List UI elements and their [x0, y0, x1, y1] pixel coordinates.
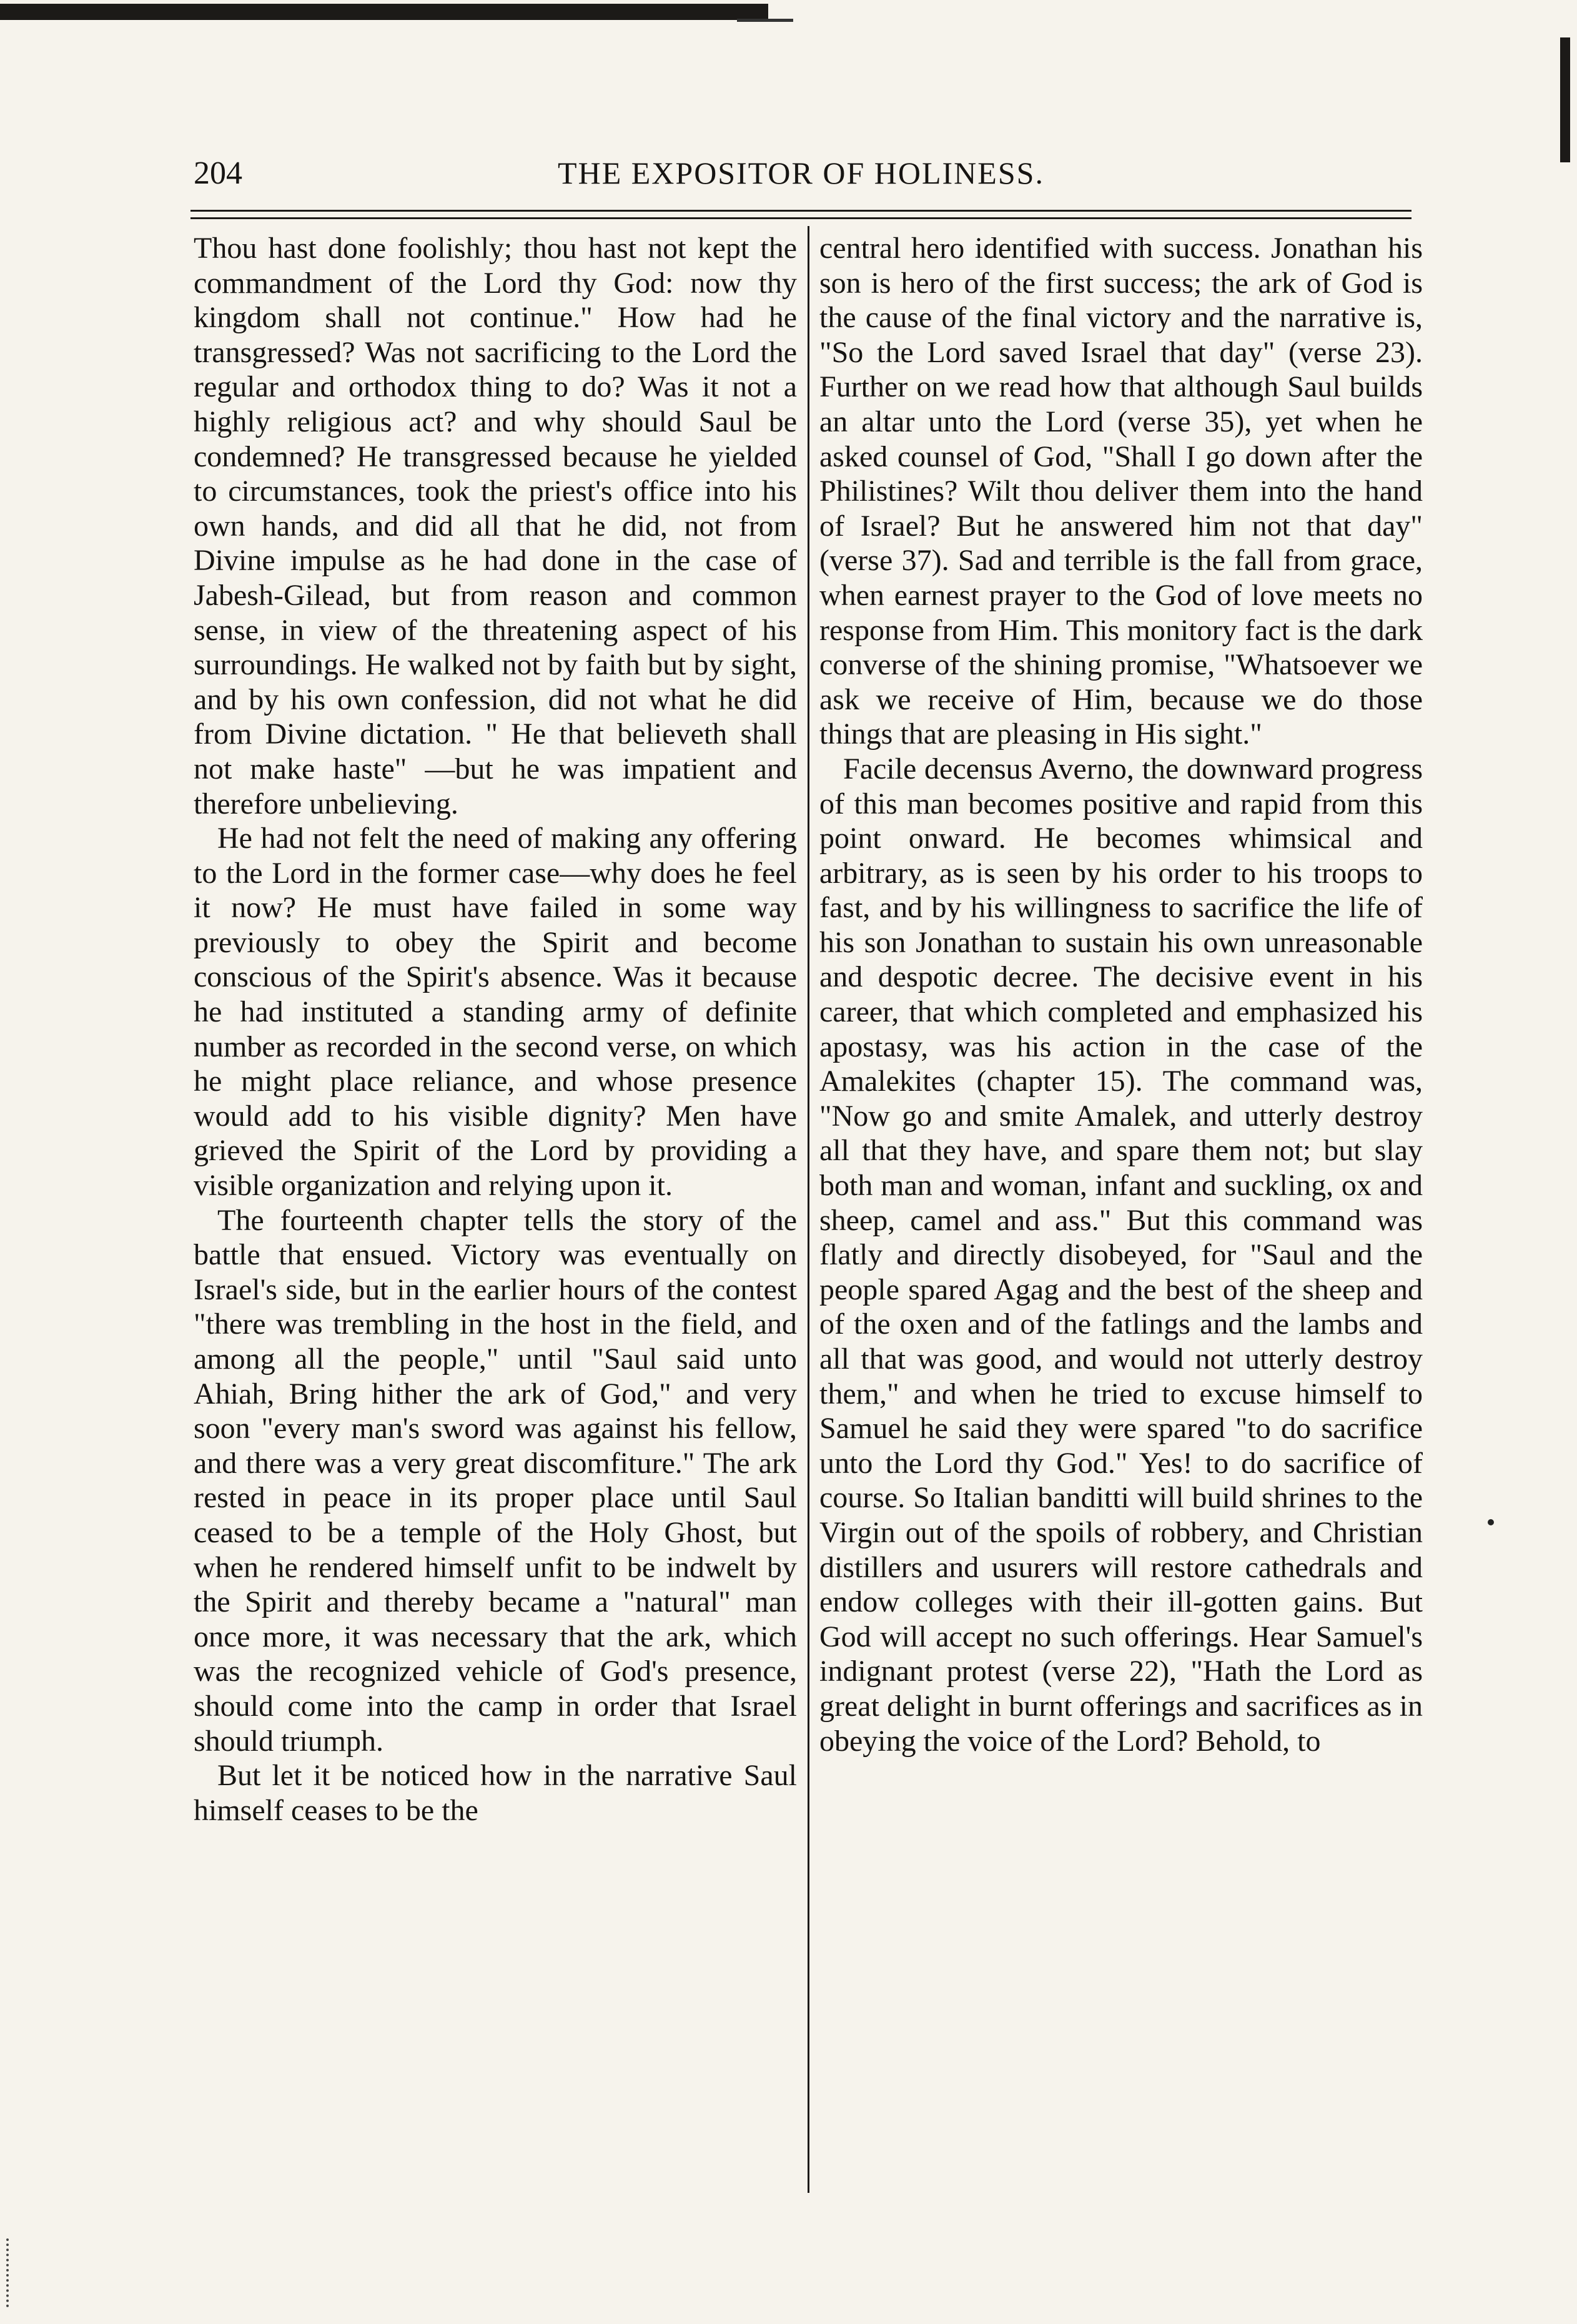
top-edge-rule-tail — [737, 19, 793, 22]
page-header — [194, 155, 1408, 205]
paragraph: Facile decensus Averno, the downward progress of this man becomes positive and rapid from this point onward. He becomes whimsical and arbitrary, as is seen by his order to his troops to fast, and by his willingness to sacrifice the life of his son Jonathan to sustain his own unreasonable and despotic decree. The decisive event in his career, that which completed and emphasized his apostasy, was his action in the case of the Amalekites (chapter 15). The command was, "Now go and smite Amalek, and utterly destroy all that they have, and spare them not; but slay both man and woman, infant and suckling, ox and sheep, camel and ass." But this command was flatly and directly disobeyed, for "Saul and the people spared Agag and the best of the sheep and of the oxen and of the fatlings and the lambs and all that was good, and would not utterly destroy them," and when he tried to excuse himself to Samuel he said they were spared "to do sacrifice unto the Lord thy God." Yes! to do sacrifice of course. So Italian banditti will build shrines to the Virgin out of the spoils of robbery, and Christian distillers and usurers will restore cathedrals and endow colleges with their ill-gotten gains. But God will accept no such offerings. Hear Samuel's indignant protest (verse 22), "Hath the Lord as great delight in burnt offerings and sacrifices as in obeying the voice of the Lord? Behold, to — [819, 752, 1423, 1758]
header-rule-upper — [190, 210, 1411, 212]
right-column — [819, 231, 1423, 1758]
paragraph: Thou hast done foolishly; thou hast not kept the commandment of the Lord thy God: now thy kingdom shall not continue." How had he transgressed? Was not sacrificing to the Lord the regular and orthodox thing to do? Was it not a highly religious act? and why should Saul be condemned? He transgressed because he yielded to circumstances, took the priest's office into his own hands, and did all that he did, not from Divine impulse as he had done in the case of Jabesh-Gilead, but from reason and common sense, in view of the threatening aspect of his surroundings. He walked not by faith but by sight, and by his own confession, did not what he did from Divine dictation. " He that believeth shall not make haste" —but he was impatient and therefore unbelieving. — [194, 232, 797, 820]
top-edge-rule — [0, 4, 768, 20]
margin-dot — [1488, 1519, 1494, 1525]
paragraph: central hero identified with success. Jonathan his son is hero of the first success; the ark of God is the cause of the final victory and the narrative is, "So the Lord saved Israel that day" (verse 23). Further on we read how that although Saul builds an altar unto the Lord (verse 35), yet when he asked counsel of God, "Shall I go down after the Philistines? Wilt thou deliver them into the hand of Israel? But he answered him not that day" (verse 37). Sad and terrible is the fall from grace, when earnest prayer to the God of love meets no response from Him. This monitory fact is the dark converse of the shining promise, "Whatsoever we ask we receive of Him, because we do those things that are pleasing in His sight." — [819, 232, 1423, 751]
left-column — [194, 231, 797, 1828]
paragraph: He had not felt the need of making any offering to the Lord in the former case—why does he feel it now? He must have failed in some way previously to obey the Spirit and become conscious of the Spirit's absence. Was it because he had instituted a standing army of definite number as recorded in the second verse, on which he might place reliance, and whose presence would add to his visible dignity? Men have grieved the Spirit of the Lord by providing a visible organization and relying upon it. — [194, 822, 797, 1203]
paragraph: But let it be noticed how in the narrative Saul himself ceases to be the — [194, 1759, 797, 1827]
running-title: THE EXPOSITOR OF HOLINESS. — [558, 155, 1044, 190]
right-edge-mark — [1560, 37, 1570, 162]
header-rule-lower — [190, 217, 1411, 219]
page-number: 204 — [194, 155, 242, 191]
paragraph: The fourteenth chapter tells the story of the battle that ensued. Victory was eventually on Israel's side, but in the earlier hours of the contest "there was trembling in the host in the field, and among all the people," until "Saul said unto Ahiah, Bring hither the ark of God," and very soon "every man's sword was against his fellow, and there was a very great discomfiture." The ark rested in peace in its proper place until Saul ceased to be a temple of the Holy Ghost, but when he rendered himself unfit to be indwelt by the Spirit and thereby became a "natural" man once more, it was necessary that the ark, which was the recognized vehicle of God's presence, should come into the camp in order that Israel should triumph. — [194, 1203, 797, 1758]
corner-dots — [6, 2238, 11, 2307]
column-divider — [808, 226, 809, 2193]
